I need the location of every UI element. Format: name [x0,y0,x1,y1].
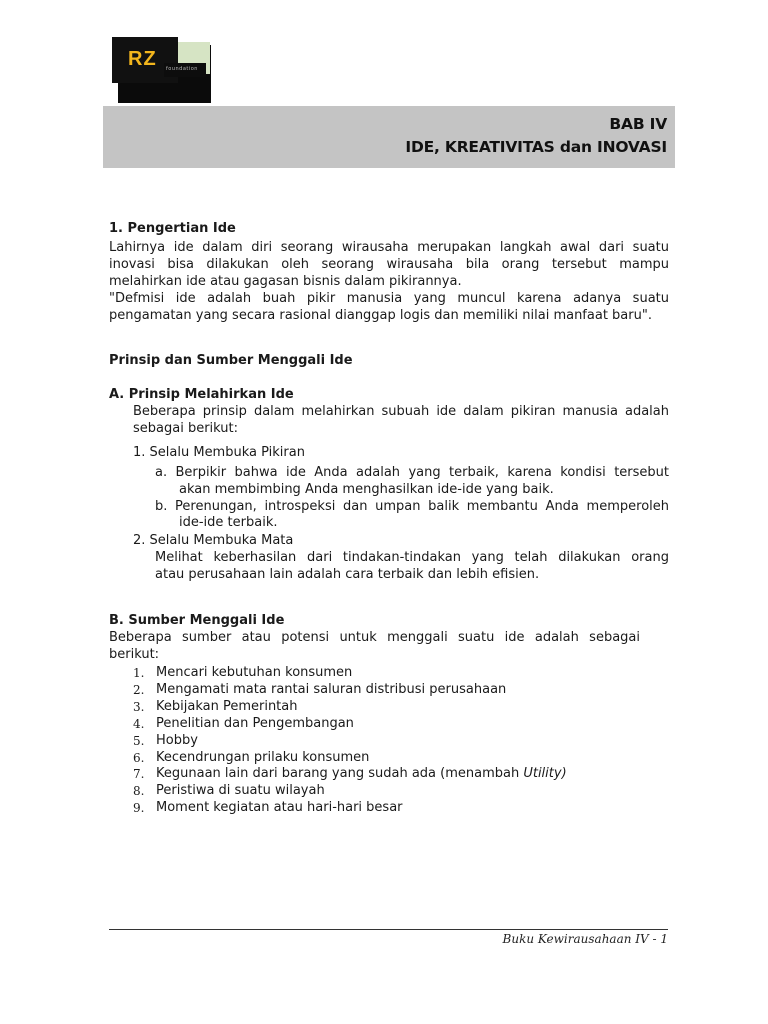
source-number: 4. [133,717,145,731]
page-footer: Buku Kewirausahaan IV - 1 [502,932,668,946]
section-b-intro-line: Beberapa sumber atau potensi untuk menggali suatu ide adalah sebagai [109,630,640,645]
section-1-title: 1. Pengertian Ide [109,221,236,236]
section-1-paragraph-line: melahirkan ide atau gagasan bisnis dalam pikirannya. [109,274,462,289]
source-number: 9. [133,801,145,815]
source-item: Kebijakan Pemerintah [156,699,298,714]
section-a-title: A. Prinsip Melahirkan Ide [109,387,294,402]
logo-subtext: foundation [166,66,198,72]
logo-text: RZ [128,48,157,70]
principle-1a-line: a. Berpikir bahwa ide Anda adalah yang terbaik, karena kondisi tersebut [155,465,669,480]
chapter-header [103,106,675,168]
section-b-title: B. Sumber Menggali Ide [109,613,285,628]
section-a-intro-line: Beberapa prinsip dalam melahirkan subuah ide dalam pikiran manusia adalah [133,404,669,419]
source-item: Penelitian dan Pengembangan [156,716,354,731]
rz-foundation-logo [112,37,212,103]
definition-line: "Defmisi ide adalah buah pikir manusia yang muncul karena adanya suatu [109,291,669,306]
principle-1: 1. Selalu Membuka Pikiran [133,445,305,460]
principle-1a-line: akan membimbing Anda menghasilkan ide-ide yang baik. [179,482,554,497]
principle-2-text-line: atau perusahaan lain adalah cara terbaik dan lebih efisien. [155,567,540,582]
source-item [156,766,567,783]
source-number: 2. [133,683,145,697]
source-item: Moment kegiatan atau hari-hari besar [156,800,403,815]
principle-2: 2. Selalu Membuka Mata [133,533,294,548]
source-number: 3. [133,700,145,714]
prinsip-heading: Prinsip dan Sumber Menggali Ide [109,353,353,368]
chapter-title: IDE, KREATIVITAS dan INOVASI [405,138,667,156]
source-number: 7. [133,767,145,781]
source-number: 1. [133,666,145,680]
section-1-paragraph-line: Lahirnya ide dalam diri seorang wirausaha merupakan langkah awal dari suatu [109,240,669,255]
source-item-text: Kegunaan lain dari barang yang sudah ada (menambah [156,766,524,781]
section-a-intro-line: sebagai berikut: [133,421,239,436]
source-item: Mencari kebutuhan konsumen [156,665,353,680]
principle-2-text-line: Melihat keberhasilan dari tindakan-tindakan yang telah dilakukan orang [155,550,669,565]
principle-1b-line: ide-ide terbaik. [179,515,278,530]
principle-1b-line: b. Perenungan, introspeksi dan umpan balik membantu Anda memperoleh [155,499,669,514]
section-b-intro-line: berikut: [109,647,160,662]
source-number: 5. [133,734,145,748]
footer-divider [109,929,668,930]
source-item-italic: Utility) [523,766,567,781]
source-number: 6. [133,751,145,765]
source-number: 8. [133,784,145,798]
chapter-number: BAB IV [609,115,667,133]
source-item: Hobby [156,733,198,748]
source-item: Peristiwa di suatu wilayah [156,783,325,798]
section-1-paragraph-line: inovasi bisa dilakukan oleh seorang wirausaha bila orang tersebut mampu [109,257,669,272]
source-item: Mengamati mata rantai saluran distribusi perusahaan [156,682,507,697]
source-item: Kecendrungan prilaku konsumen [156,750,370,765]
definition-line: pengamatan yang secara rasional dianggap logis dan memiliki nilai manfaat baru". [109,308,652,323]
